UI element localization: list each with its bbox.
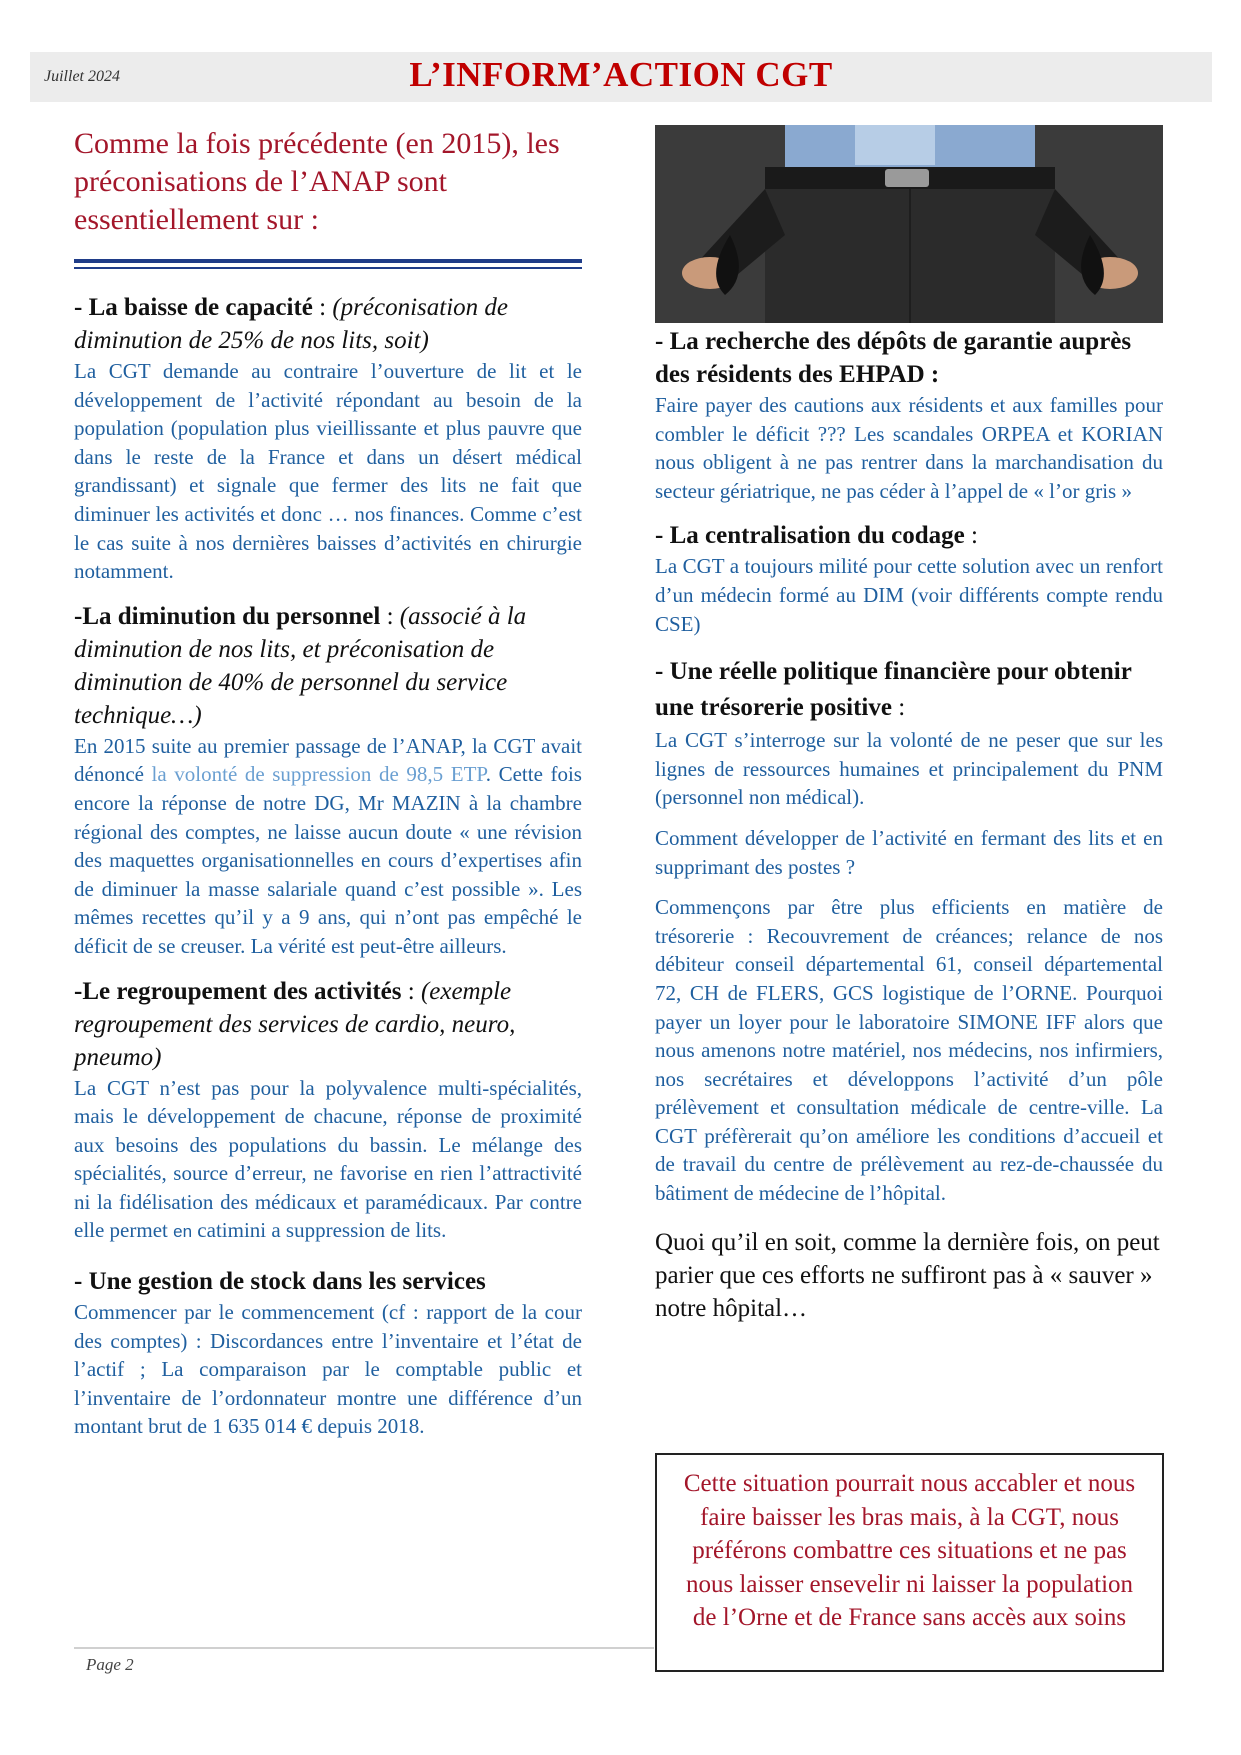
section-coding-heading: - La centralisation du codage : [655, 522, 978, 550]
section-grouping-body: La CGT n’est pas pour la polyvalence multi-spécialités, mais le développement de chacune, réponse de proximité aux besoins des populations du bassin. Le mélange des spécialités, source d’erreur, ne favorise en rien l’attractivité ni la fidélisation des médicaux et paramédicaux. Par contre elle permet en catimini a suppression de lits. [74, 1075, 582, 1243]
right-column [655, 125, 1163, 1325]
section-coding-body: La CGT a toujours milité pour cette solution avec un renfort d’un médecin formé au DIM (voir différents compte rendu CSE) [655, 554, 1163, 636]
page-number: Page 2 [86, 1655, 134, 1674]
section-staff-heading: -La diminution du personnel : (associé à la diminution de nos lits, et préconisation de diminution de 40% de personnel du service technique…) [74, 602, 527, 729]
section-grouping-heading: -Le regroupement des activités : (exemple regroupement des services de cardio, neuro, pneumo) [74, 977, 516, 1071]
section-finance-body-2: Comment développer de l’activité en fermant des lits et en supprimant des postes ? [655, 825, 1163, 879]
section-capacity-body: La CGT demande au contraire l’ouverture de lit et le développement de l’activité répondant au besoin de la population (population plus vieillissante et plus pauvre que dans le reste de la France et dans un désert médical grandissant) et signale que fermer des lits ne fait que diminuer les activités et donc … nos finances. Comme c’est le cas suite à nos dernières baisses d’activités en chirurgie notamment. [74, 359, 582, 584]
page-header [30, 52, 1212, 102]
section-capacity-heading: - La baisse de capacité : (préconisation de diminution de 25% de nos lits, soit) [74, 294, 508, 354]
callout-box: Cette situation pourrait nous accabler et nous faire baisser les bras mais, à la CGT, nous préférons combattre ces situations et ne pas nous laisser ensevelir ni laisser la population de l’Orne et de France sans accès aux soins [655, 1453, 1164, 1672]
left-column [74, 125, 582, 1441]
section-finance-body-3: Commençons par être plus efficients en matière de trésorerie : Recouvrement de créances; relance de nos débiteur conseil départemental 61, conseil départemental 72, CH de FLERS, GCS logistique de l’ORNE. Pourquoi payer un loyer pour le laboratoire SIMONE IFF alors que nous amenons notre matériel, nos médecins, nos infirmiers, nos secrétaires et développons l’activité d’un pôle prélèvement et consultation médicale de centre-ville. La CGT préfèrerait qu’on améliore les conditions d’accueil et de travail du centre de prélèvement au rez-de-chaussée du bâtiment de médecine de l’hôpital. [655, 895, 1163, 1206]
issue-date: Juillet 2024 [44, 68, 120, 85]
footer-divider [74, 1647, 654, 1649]
section-deposits-body: Faire payer des cautions aux résidents et aux familles pour combler le déficit ??? Les scandales ORPEA et KORIAN nous obligent à ne pas rentrer dans la marchandisation du secteur gériatrique, ne pas céder à l’appel de « l’or gris » [655, 393, 1163, 503]
section-staff-body: En 2015 suite au premier passage de l’ANAP, la CGT avait dénoncé la volonté de suppression de 98,5 ETP. Cette fois encore la réponse de notre DG, Mr MAZIN à la chambre régional des comptes, ne laisse aucun doute « une révision des maquettes organisationnelles en cours d’expertises afin de diminuer la masse salariale quand c’est possible ». Les mêmes recettes qu’il y a 9 ans, qui n’ont pas empêché le déficit de se creuser. La vérité est peut-être ailleurs. [74, 733, 582, 958]
section-finance-heading: - Une réelle politique financière pour obtenir une trésorerie positive : [655, 658, 1132, 722]
intro-heading: Comme la fois précédente (en 2015), les préconisations de l’ANAP sont essentiellement sur : [74, 127, 560, 236]
double-divider [74, 259, 582, 269]
section-stock-body: Commencer par le commencement (cf : rapport de la cour des comptes) : Discordances entre l’inventaire et l’état de l’actif ; La comparaison par le comptable public et l’inventaire de l’ordonnateur montre une différence d’un montant brut de 1 635 014 € depuis 2018. [74, 1300, 582, 1439]
section-deposits-heading: - La recherche des dépôts de garantie auprès des résidents des EHPAD : [655, 328, 1132, 388]
section-finance-body-1: La CGT s’interroge sur la volonté de ne peser que sur les lignes de ressources humaines et principalement du PNM (personnel non médical). [655, 728, 1163, 810]
section-stock-heading: - Une gestion de stock dans les services [74, 1268, 486, 1296]
closing-paragraph: Quoi qu’il en soit, comme la dernière fois, on peut parier que ces efforts ne suffiront pas à « sauver » notre hôpital… [655, 1228, 1160, 1322]
newsletter-title: L’INFORM’ACTION CGT [409, 55, 833, 94]
